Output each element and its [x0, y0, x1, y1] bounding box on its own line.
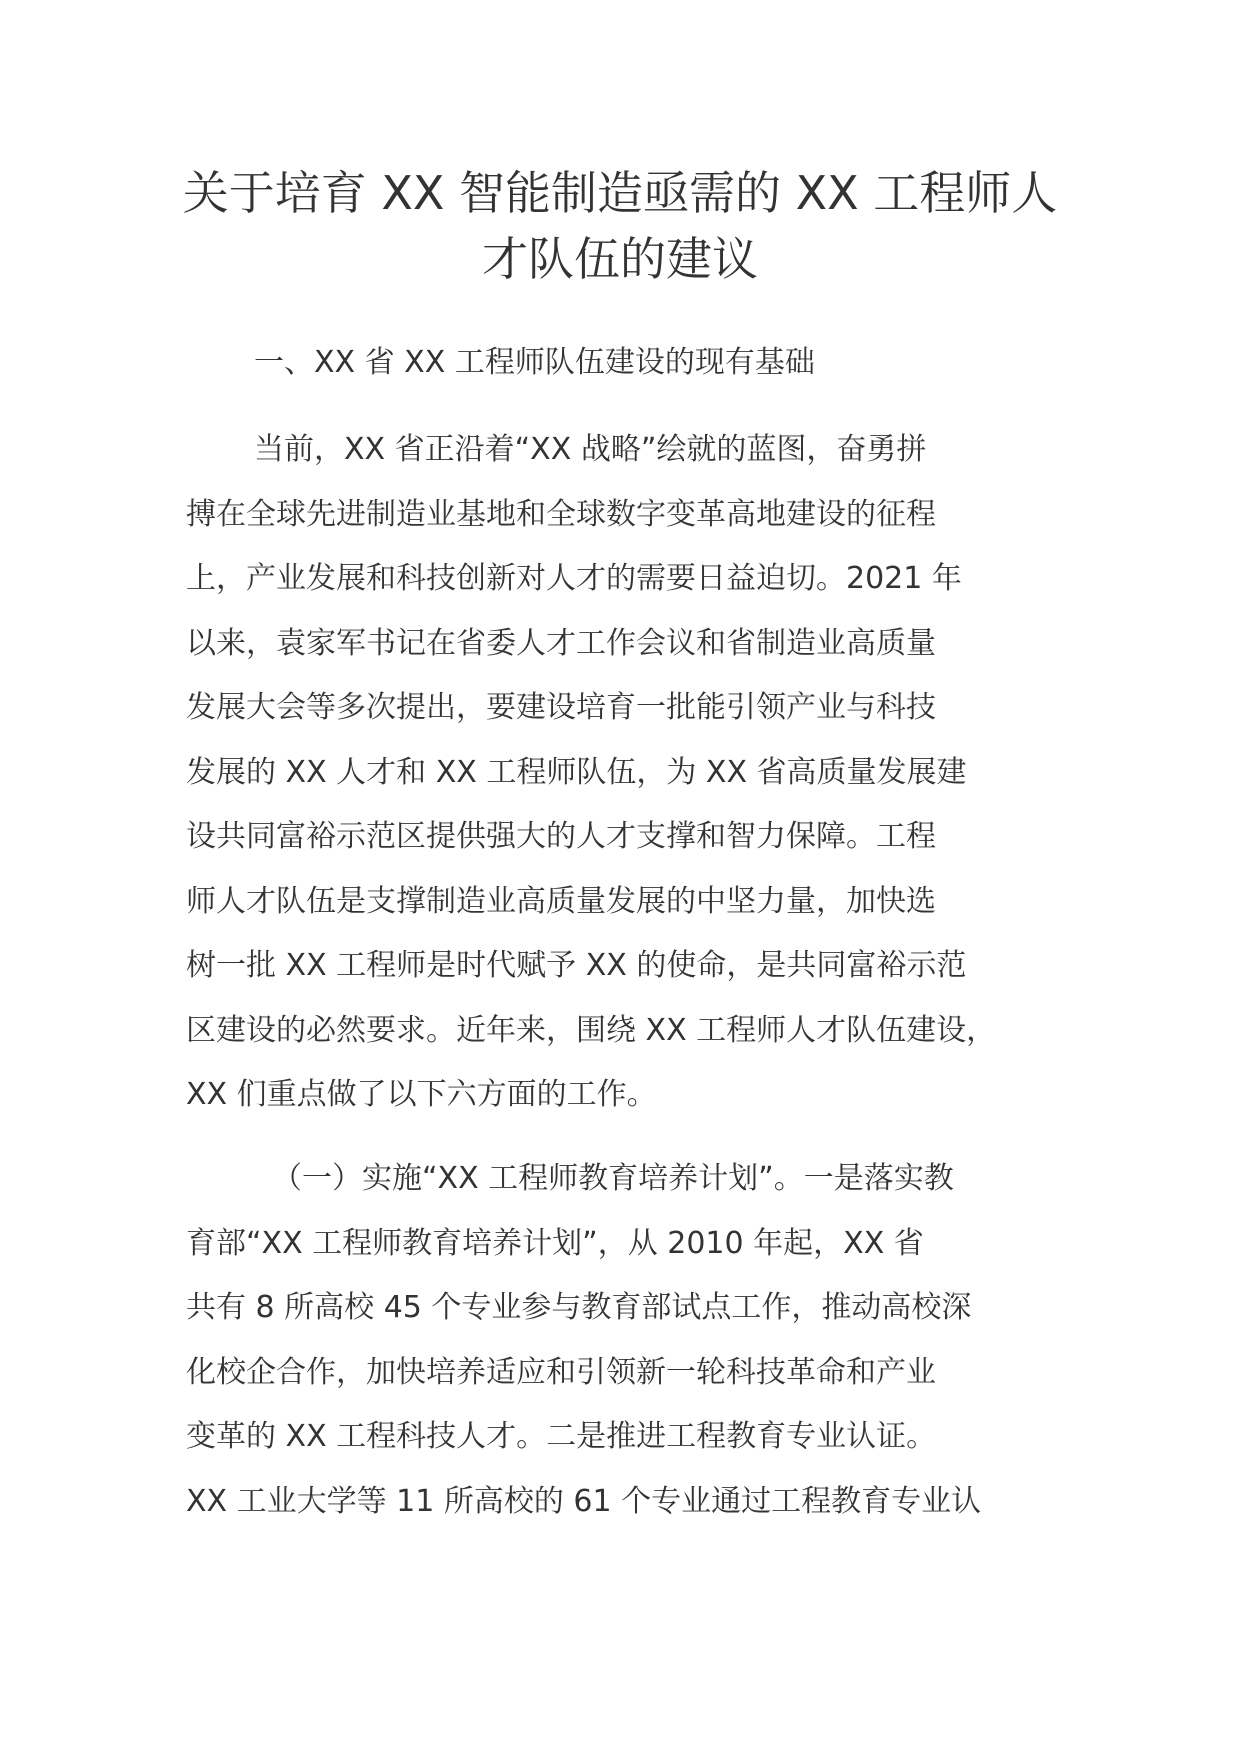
document-title	[160, 160, 1080, 292]
paragraph-line: 发展的 XX 人才和 XX 工程师队伍，为 XX 省高质量发展建	[186, 754, 967, 790]
paragraph-line: 当前，XX 省正沿着“XX 战略”绘就的蓝图，奋勇拼	[254, 432, 927, 467]
paragraph-line: 发展大会等多次提出，要建设培育一批能引领产业与科技	[186, 690, 936, 725]
paragraph-line: 设共同富裕示范区提供强大的人才支撑和智力保障。工程	[186, 819, 936, 854]
paragraph-line: 变革的 XX 工程科技人才。二是推进工程教育专业认证。	[186, 1419, 937, 1454]
paragraph-line: （一）实施“XX 工程师教育培养计划”。一是落实教	[272, 1161, 954, 1196]
paragraph-line: 树一批 XX 工程师是时代赋予 XX 的使命，是共同富裕示范	[186, 948, 967, 983]
paragraph-line: XX 们重点做了以下六方面的工作。	[186, 1077, 657, 1112]
paragraph-current-basis	[186, 418, 1066, 1128]
paragraph-line: 共有 8 所高校 45 个专业参与教育部试点工作，推动高校深	[186, 1290, 972, 1325]
paragraph-line: XX 工业大学等 11 所高校的 61 个专业通过工程教育专业认	[186, 1483, 982, 1519]
paragraph-line: 化校企合作，加快培养适应和引领新一轮科技革命和产业	[186, 1354, 936, 1390]
title-line: 关于培育 XX 智能制造亟需的 XX 工程师人	[182, 166, 1058, 220]
title-line: 才队伍的建议	[482, 232, 758, 286]
paragraph-engineer-education-plan	[186, 1147, 1066, 1534]
paragraph-line: 以来，袁家军书记在省委人才工作会议和省制造业高质量	[186, 625, 936, 661]
paragraph-line: 区建设的必然要求。近年来，围绕 XX 工程师人才队伍建设，	[186, 1012, 997, 1048]
paragraph-line: 上，产业发展和科技创新对人才的需要日益迫切。2021 年	[186, 561, 962, 596]
paragraph-line: 师人才队伍是支撑制造业高质量发展的中坚力量，加快选	[186, 883, 936, 919]
paragraph-line: 育部“XX 工程师教育培养计划”，从 2010 年起，XX 省	[186, 1225, 924, 1261]
section-heading: 一、XX 省 XX 工程师队伍建设的现有基础	[254, 345, 815, 380]
paragraph-line: 搏在全球先进制造业基地和全球数字变革高地建设的征程	[186, 496, 936, 532]
